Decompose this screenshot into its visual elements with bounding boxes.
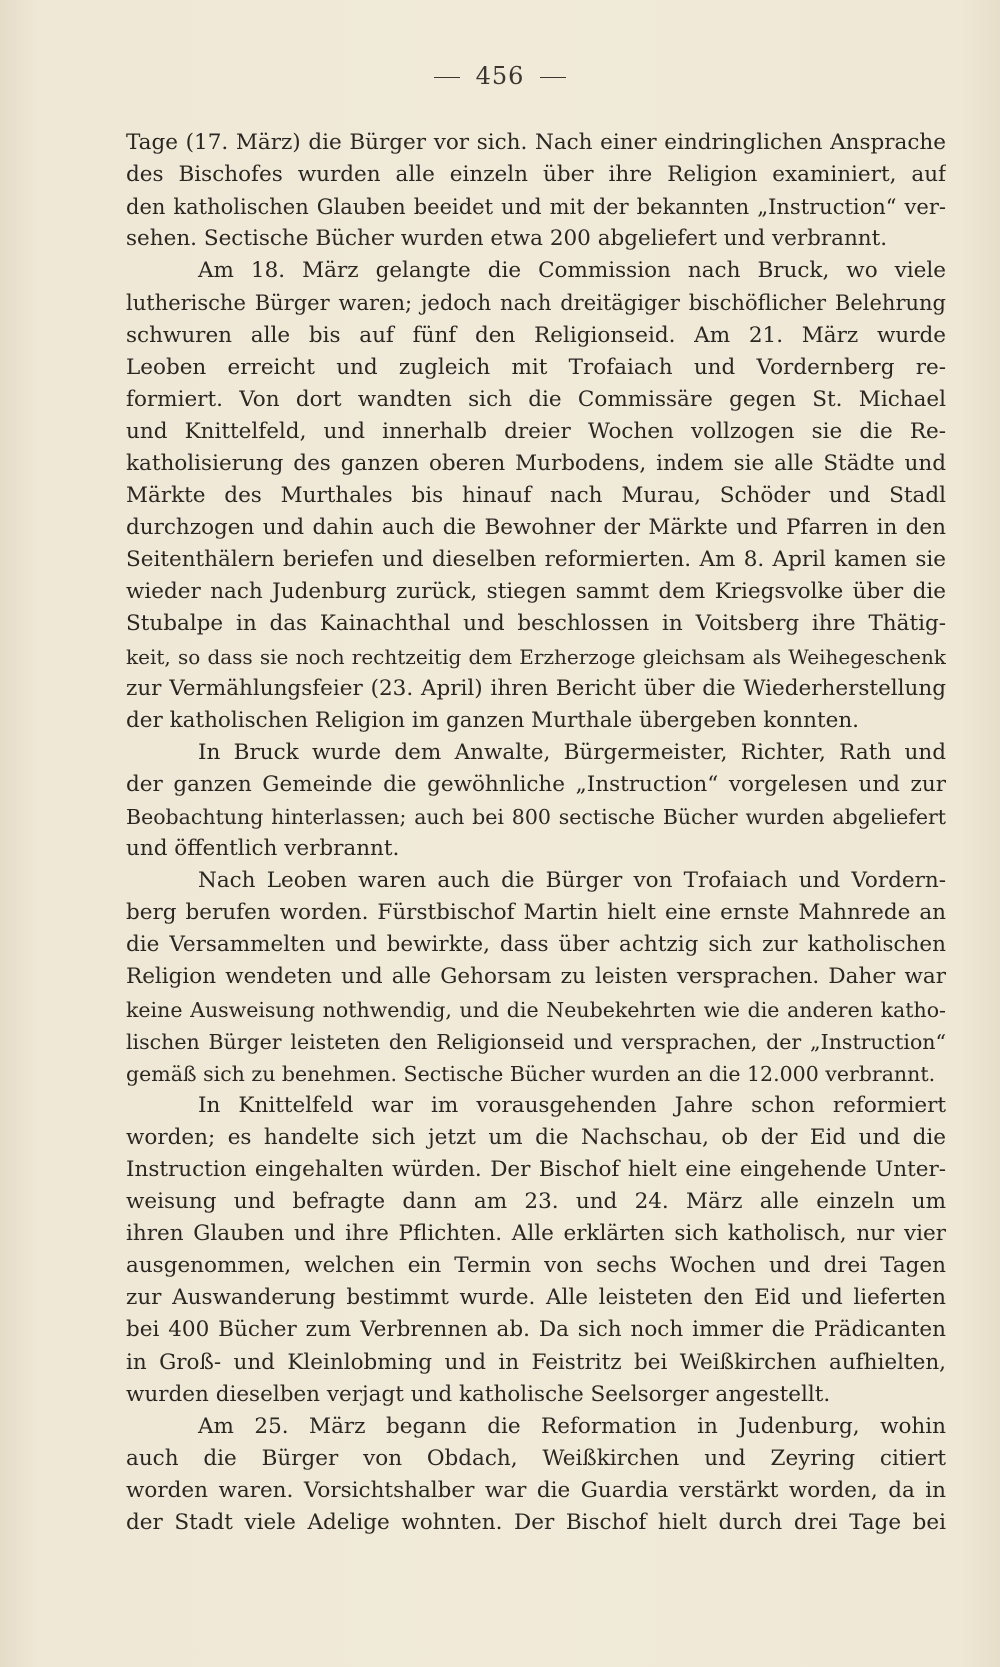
body-text <box>126 127 946 1539</box>
dash-left <box>434 77 460 78</box>
text-line: auch die Bürger von Obdach, Weißkirchen und Zeyring citiert <box>126 1445 946 1471</box>
text-line: in Groß- und Kleinlobming und in Feistritz bei Weißkirchen aufhielten, <box>126 1349 946 1375</box>
text-line: zur Vermählungsfeier (23. April) ihren Bericht über die Wiederherstellung <box>126 675 946 701</box>
text-line: des Bischofes wurden alle einzeln über ihre Religion examiniert, auf <box>126 162 946 188</box>
text-line: gemäß sich zu benehmen. Sectische Bücher wurden an die 12.000 verbrannt. <box>126 1061 936 1086</box>
page-number: 456 <box>475 62 525 90</box>
text-line: katholisierung des ganzen oberen Murbodens, indem sie alle Städte und <box>126 450 946 476</box>
text-line: der Stadt viele Adelige wohnten. Der Bischof hielt durch drei Tage bei <box>126 1510 946 1536</box>
text-line: sehen. Sectische Bücher wurden etwa 200 abgeliefert und verbrannt. <box>126 226 888 252</box>
text-line: zur Auswanderung bestimmt wurde. Alle leisteten den Eid und lieferten <box>126 1285 946 1311</box>
text-line: bei 400 Bücher zum Verbrennen ab. Da sich noch immer die Prädicanten <box>126 1317 946 1343</box>
text-line: ihren Glauben und ihre Pflichten. Alle erklärten sich katholisch, nur vier <box>126 1221 946 1247</box>
text-line: Religion wendeten und alle Gehorsam zu leisten versprachen. Daher war <box>126 964 946 990</box>
text-line: und Knittelfeld, und innerhalb dreier Wochen vollzogen sie die Re- <box>126 418 946 444</box>
text-line: den katholischen Glauben beeidet und mit der bekannten „Instruction“ ver- <box>126 195 946 220</box>
text-line: der ganzen Gemeinde die gewöhnliche „Instruction“ vorgelesen und zur <box>126 771 946 797</box>
text-line: Beobachtung hinterlassen; auch bei 800 sectische Bücher wurden abgeliefert <box>126 804 946 829</box>
text-line: ausgenommen, welchen ein Termin von sechs Wochen und drei Tagen <box>126 1253 946 1279</box>
text-line: Am 25. März begann die Reformation in Judenburg, wohin <box>198 1413 946 1439</box>
text-line: keine Ausweisung nothwendig, und die Neubekehrten wie die anderen katho- <box>126 997 946 1022</box>
text-line: die Versammelten und bewirkte, dass über achtzig sich zur katholischen <box>126 932 946 958</box>
text-line: Am 18. März gelangte die Commission nach Bruck, wo viele <box>198 258 946 284</box>
text-line: der katholischen Religion im ganzen Murthale übergeben konnten. <box>126 707 859 733</box>
text-line: Märkte des Murthales bis hinauf nach Murau, Schöder und Stadl <box>126 483 946 509</box>
text-line: berg berufen worden. Fürstbischof Martin hielt eine ernste Mahnrede an <box>126 900 946 926</box>
text-line: Seitenthälern beriefen und dieselben reformierten. Am 8. April kamen sie <box>126 547 946 573</box>
text-line: Leoben erreicht und zugleich mit Trofaiach und Vordernberg re- <box>126 354 946 380</box>
text-line: In Bruck wurde dem Anwalte, Bürgermeister, Richter, Rath und <box>198 739 946 765</box>
page-header <box>0 62 1000 90</box>
dash-right <box>540 77 566 78</box>
text-line: worden waren. Vorsichtshalber war die Guardia verstärkt worden, da in <box>126 1477 946 1503</box>
text-line: Nach Leoben waren auch die Bürger von Trofaiach und Vordern- <box>198 868 946 894</box>
text-line: worden; es handelte sich jetzt um die Nachschau, ob der Eid und die <box>126 1124 946 1150</box>
text-line: schwuren alle bis auf fünf den Religionseid. Am 21. März wurde <box>126 322 946 348</box>
text-line: durchzogen und dahin auch die Bewohner der Märkte und Pfarren in den <box>126 515 946 541</box>
text-line: weisung und befragte dann am 23. und 24. März alle einzeln um <box>126 1189 946 1215</box>
text-line: wieder nach Judenburg zurück, stiegen sammt dem Kriegsvolke über die <box>126 579 946 605</box>
text-line: Stubalpe in das Kainachthal und beschlossen in Voitsberg ihre Thätig- <box>126 611 946 637</box>
text-line: Instruction eingehalten würden. Der Bischof hielt eine eingehende Unter- <box>126 1157 946 1182</box>
text-line: In Knittelfeld war im vorausgehenden Jahre schon reformiert <box>198 1092 946 1118</box>
text-line: keit, so dass sie noch rechtzeitig dem Erzherzoge gleichsam als Weihegeschenk <box>126 644 946 669</box>
text-line: Tage (17. März) die Bürger vor sich. Nach einer eindringlichen Ansprache <box>126 130 946 155</box>
text-line: und öffentlich verbrannt. <box>126 836 400 862</box>
text-line: lischen Bürger leisteten den Religionseid und versprachen, der „Instruction“ <box>126 1029 946 1054</box>
text-line: formiert. Von dort wandten sich die Commissäre gegen St. Michael <box>126 386 946 412</box>
text-line: wurden dieselben verjagt und katholische Seelsorger angestellt. <box>126 1381 831 1407</box>
text-line: lutherische Bürger waren; jedoch nach dreitägiger bischöflicher Belehrung <box>126 291 946 316</box>
